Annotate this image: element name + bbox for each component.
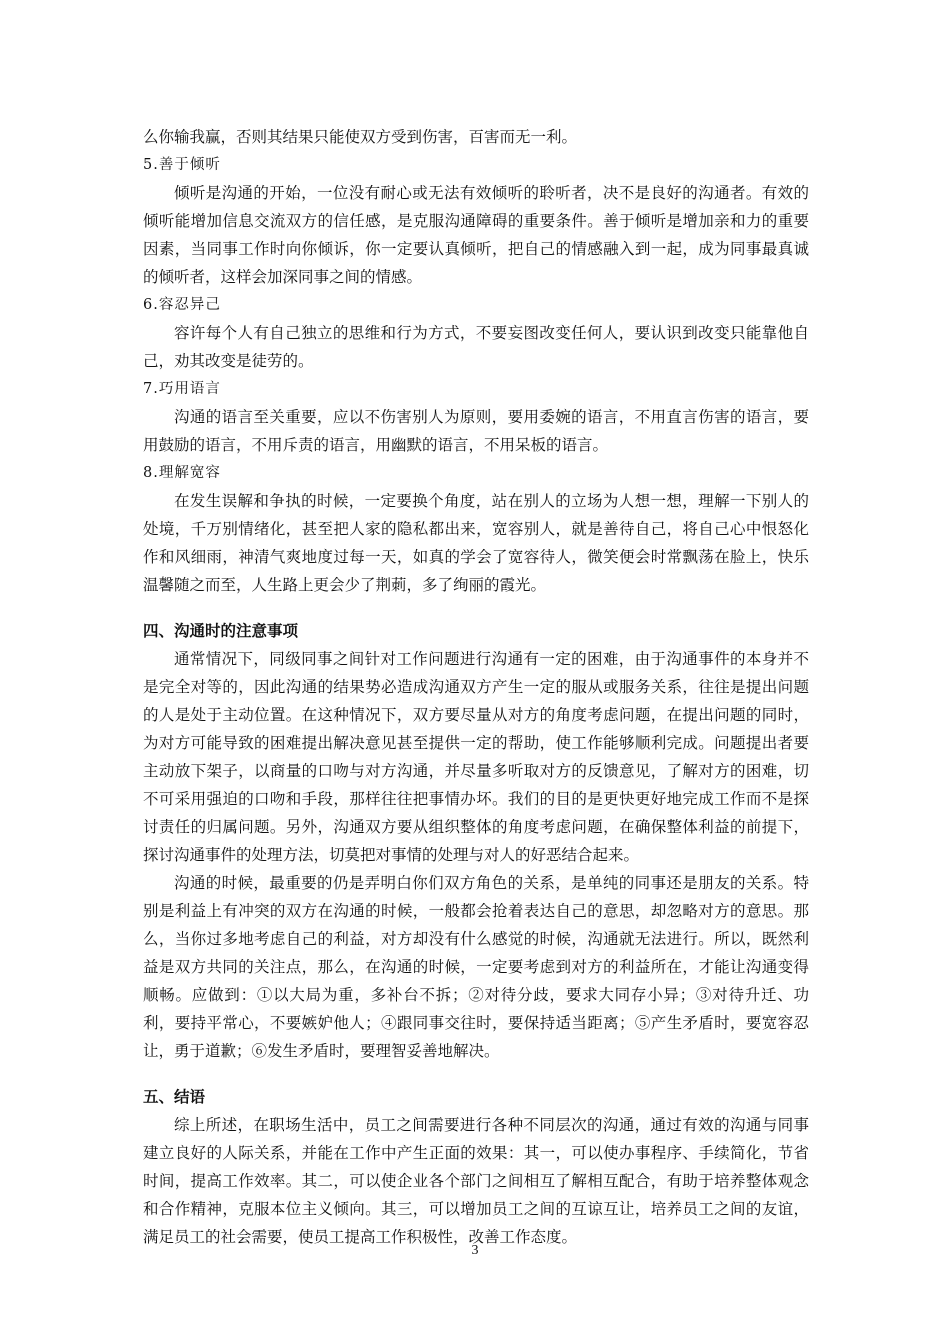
section-heading-5: 五、结语: [143, 1088, 206, 1106]
subheading-8: 8.理解宽容: [143, 465, 221, 481]
page-body: [143, 123, 809, 1251]
page-number: 3: [471, 1243, 479, 1258]
subheading-7: 7.巧用语言: [143, 381, 221, 397]
paragraph-7: 沟通的语言至关重要，应以不伤害别人为原则，要用委婉的语言，不用直言伤害的语言，要用鼓励的语言，不用斥责的语言，用幽默的语言，不用呆板的语言。: [143, 408, 809, 454]
spacer: [143, 1065, 809, 1083]
paragraph-continuation: 么你输我赢，否则其结果只能使双方受到伤害，百害而无一利。: [143, 128, 578, 146]
paragraph-8: 在发生误解和争执的时候，一定要换个角度，站在别人的立场为人想一想，理解一下别人的处境，千万别情绪化，甚至把人家的隐私都出来，宽容别人，就是善待自己，将自己心中恨怒化作和风细雨，神清气爽地度过每一天，如真的学会了宽容待人，微笑便会时常飘荡在脸上，快乐温馨随之而至，人生路上更会少了荆莿，多了绚丽的霞光。: [143, 492, 809, 594]
paragraph-6: 容许每个人有自己独立的思维和行为方式，不要妄图改变任何人，要认识到改变只能靠他自己，劝其改变是徒劳的。: [143, 324, 809, 370]
subheading-6: 6.容忍异己: [143, 297, 221, 313]
section-4-paragraph-2: 沟通的时候，最重要的仍是弄明白你们双方角色的关系，是单纯的同事还是朋友的关系。特别是利益上有冲突的双方在沟通的时候，一般都会抢着表达自己的意思，却忽略对方的意思。那么，当你过多地考虑自己的利益，对方却没有什么感觉的时候，沟通就无法进行。所以，既然利益是双方共同的关注点，那么，在沟通的时候，一定要考虑到对方的利益所在，才能让沟通变得顺畅。应做到：①以大局为重，多补台不拆；②对待分歧，要求大同存小异；③对待升迁、功利，要持平常心，不要嫉妒他人；④跟同事交往时，要保持适当距离；⑤产生矛盾时，要宽容忍让，勇于道歉；⑥发生矛盾时，要理智妥善地解决。: [143, 874, 809, 1060]
section-4-paragraph-1: 通常情况下，同级同事之间针对工作问题进行沟通有一定的困难，由于沟通事件的本身并不是完全对等的，因此沟通的结果势必造成沟通双方产生一定的服从或服务关系，往往是提出问题的人是处于主动位置。在这种情况下，双方要尽量从对方的角度考虑问题，在提出问题的同时，为对方可能导致的困难提出解决意见甚至提供一定的帮助，使工作能够顺利完成。问题提出者要主动放下架子，以商量的口吻与对方沟通，并尽量多听取对方的反馈意见，了解对方的困难，切不可采用强迫的口吻和手段，那样往往把事情办坏。我们的目的是更快更好地完成工作而不是探讨责任的归属问题。另外，沟通双方要从组织整体的角度考虑问题，在确保整体利益的前提下，探讨沟通事件的处理方法，切莫把对事情的处理与对人的好恶结合起来。: [143, 650, 809, 864]
section-heading-4: 四、沟通时的注意事项: [143, 622, 299, 640]
subheading-5: 5.善于倾听: [143, 157, 221, 173]
spacer: [143, 599, 809, 617]
paragraph-5: 倾听是沟通的开始，一位没有耐心或无法有效倾听的聆听者，决不是良好的沟通者。有效的倾听能增加信息交流双方的信任感，是克服沟通障碍的重要条件。善于倾听是增加亲和力的重要因素，当同事工作时向你倾诉，你一定要认真倾听，把自己的情感融入到一起，成为同事最真诚的倾听者，这样会加深同事之间的情感。: [143, 184, 809, 286]
section-5-paragraph-1: 综上所述，在职场生活中，员工之间需要进行各种不同层次的沟通，通过有效的沟通与同事建立良好的人际关系，并能在工作中产生正面的效果：其一，可以使办事程序、手续简化，节省时间，提高工作效率。其二，可以使企业各个部门之间相互了解相互配合，有助于培养整体观念和合作精神，克服本位主义倾向。其三，可以增加员工之间的互谅互让，培养员工之间的友谊，满足员工的社会需要，使员工提高工作积极性，改善工作态度。: [143, 1116, 809, 1246]
